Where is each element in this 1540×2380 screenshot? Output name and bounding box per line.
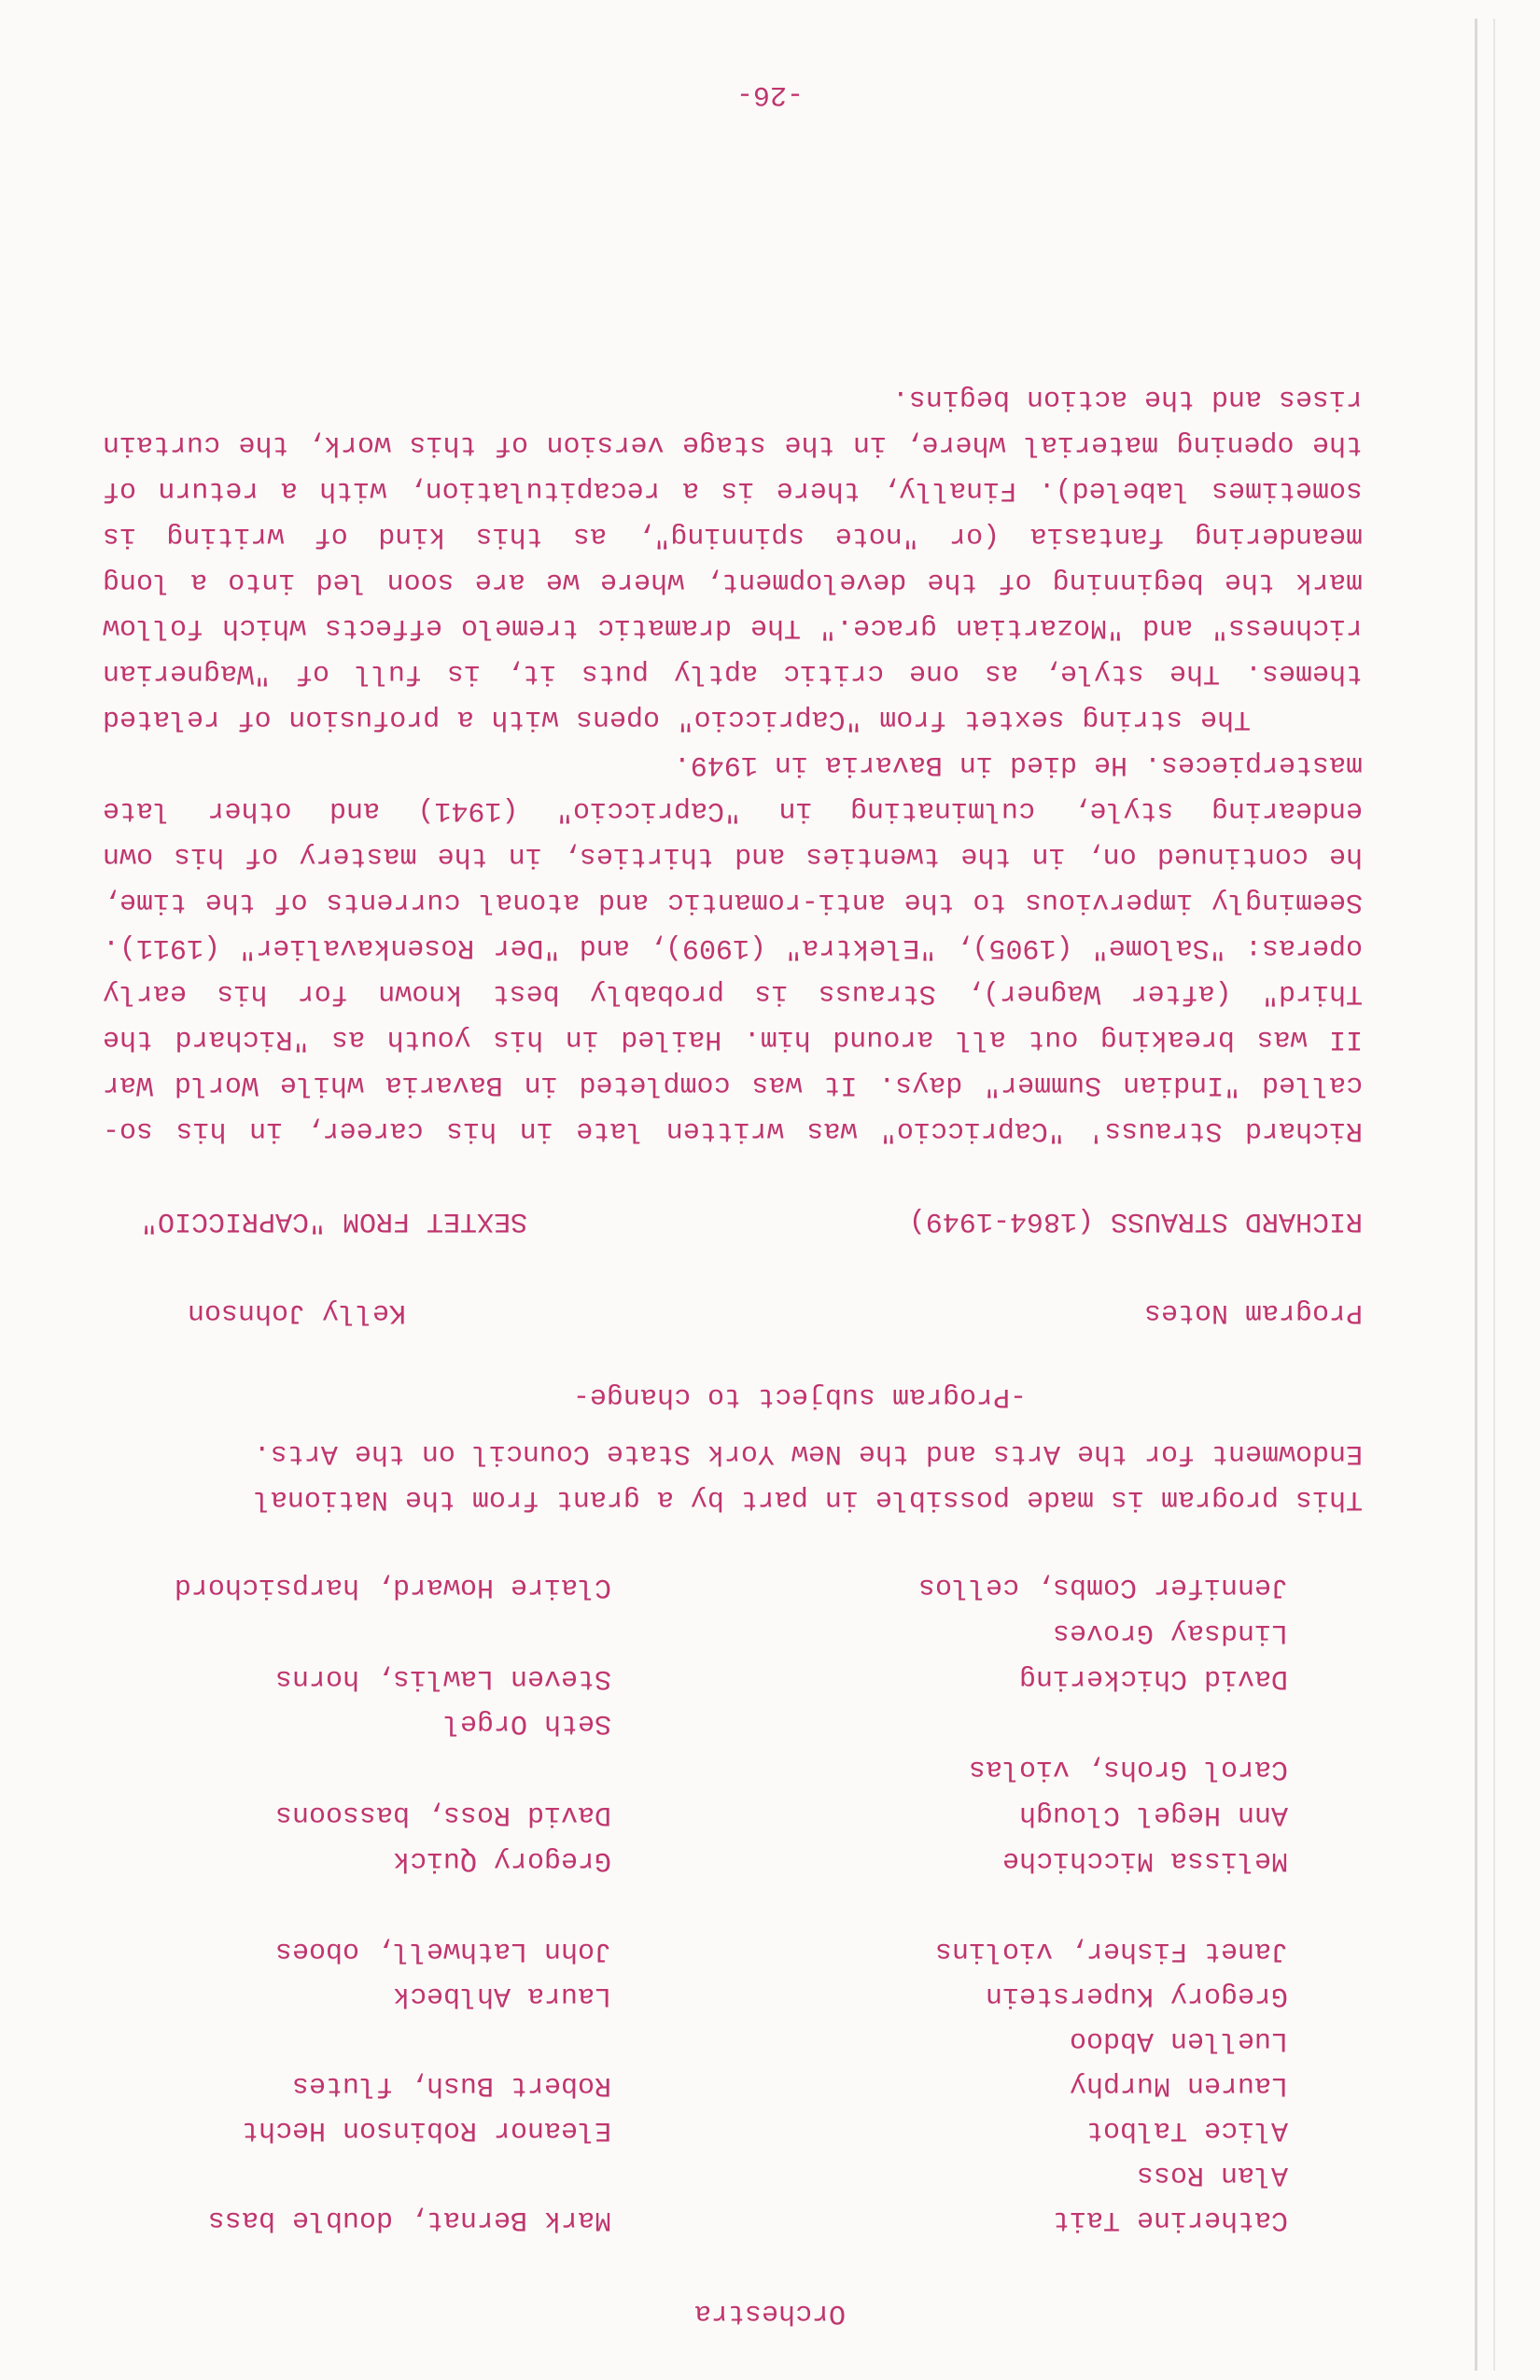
- musician-name: David Chickering: [1018, 1662, 1288, 1694]
- musician-name: Gregory Kuperstein: [985, 1980, 1288, 2011]
- musician-name: Alice Talbot: [1085, 2114, 1288, 2146]
- musician-name: Catherine Tait: [1052, 2204, 1288, 2235]
- program-notes-body: [103, 375, 1363, 1153]
- work-title: SEXTET FROM "CAPRICCIO": [140, 1205, 527, 1237]
- musician-name: Luellen Abdoo: [1069, 2024, 1288, 2056]
- musician-name: Alan Ross: [1136, 2159, 1288, 2191]
- program-change-notice: -Program subject to change-: [572, 1380, 1027, 1412]
- musician-name: David Ross, bassoons: [274, 1799, 611, 1830]
- notes-paragraph: Richard Strauss' "Capriccio" was written late in his career, in his so-called "Indian Summer" days. It was completed in Bavaria while World War II was breaking out all around him. Hailed in his youth as "Richard the Third" (after Wagner), Strauss is probably best known for his early operas: "Salome" (1905), "Elektra" (1909), and "Der Rosenkavalier" (1911). Seemingly impervious to the anti-romantic and atonal currents of the time, he continued on, in the twenties and thirties, in the mastery of his own endearing style, culminating in "Capriccio" (1941) and other late masterpieces. He died in Bavaria in 1949.: [103, 749, 1363, 1146]
- musician-name: Carol Grohs, violas: [968, 1753, 1288, 1785]
- musician-name: Melissa Micchiche: [1001, 1844, 1288, 1876]
- musician-name: Steven Lawlis, horns: [274, 1662, 611, 1694]
- musician-name: Jennifer Combs, cellos: [917, 1571, 1288, 1603]
- musician-name: Robert Bush, flutes: [291, 2069, 611, 2101]
- grant-line: Endowment for the Arts and the New York State Council on the Arts.: [253, 1437, 1363, 1469]
- musician-name: Eleanor Robinson Hecht: [241, 2114, 611, 2146]
- page-number: -26-: [736, 78, 805, 110]
- page-title: Orchestra: [693, 2297, 847, 2329]
- musician-name: Seth Orgel: [442, 1707, 611, 1739]
- musician-name: Mark Bernat, double bass: [207, 2204, 611, 2235]
- notes-paragraph: The string sextet from "Capriccio" opens with a profusion of related themes. The style, as one critic aptly puts it, is full of "Wagnerian richness" and "Mozartian grace." The dramatic tremelo effects which follow mark the beginning of the development, where we are soon led into a long meandering fantasia (or "note spinning", as this kind of writing is sometimes labeled). Finally, there is a recapitulation, with a return of the opening material where, in the stage version of this work, the curtain rises and the action begins.: [103, 383, 1363, 735]
- program-notes-heading: Program Notes: [1143, 1296, 1363, 1328]
- musician-name: Gregory Quick: [392, 1844, 611, 1876]
- musician-name: Lindsay Groves: [1052, 1617, 1288, 1648]
- musician-name: Laura Ahlbeck: [392, 1980, 611, 2011]
- musician-name: Claire Howard, harpsichord: [174, 1571, 611, 1603]
- musician-name: Lauren Murphy: [1069, 2069, 1288, 2101]
- musician-name: John Lathwell, oboes: [274, 1935, 611, 1967]
- composer-heading: RICHARD STRAUSS (1864-1949): [908, 1205, 1363, 1237]
- musician-name: Ann Hegel Clough: [1018, 1799, 1288, 1830]
- grant-line: This program is made possible in part by a grant from the National: [253, 1483, 1363, 1515]
- musician-name: Janet Fisher, violins: [934, 1935, 1288, 1967]
- notes-author: Kelly Johnson: [187, 1296, 406, 1328]
